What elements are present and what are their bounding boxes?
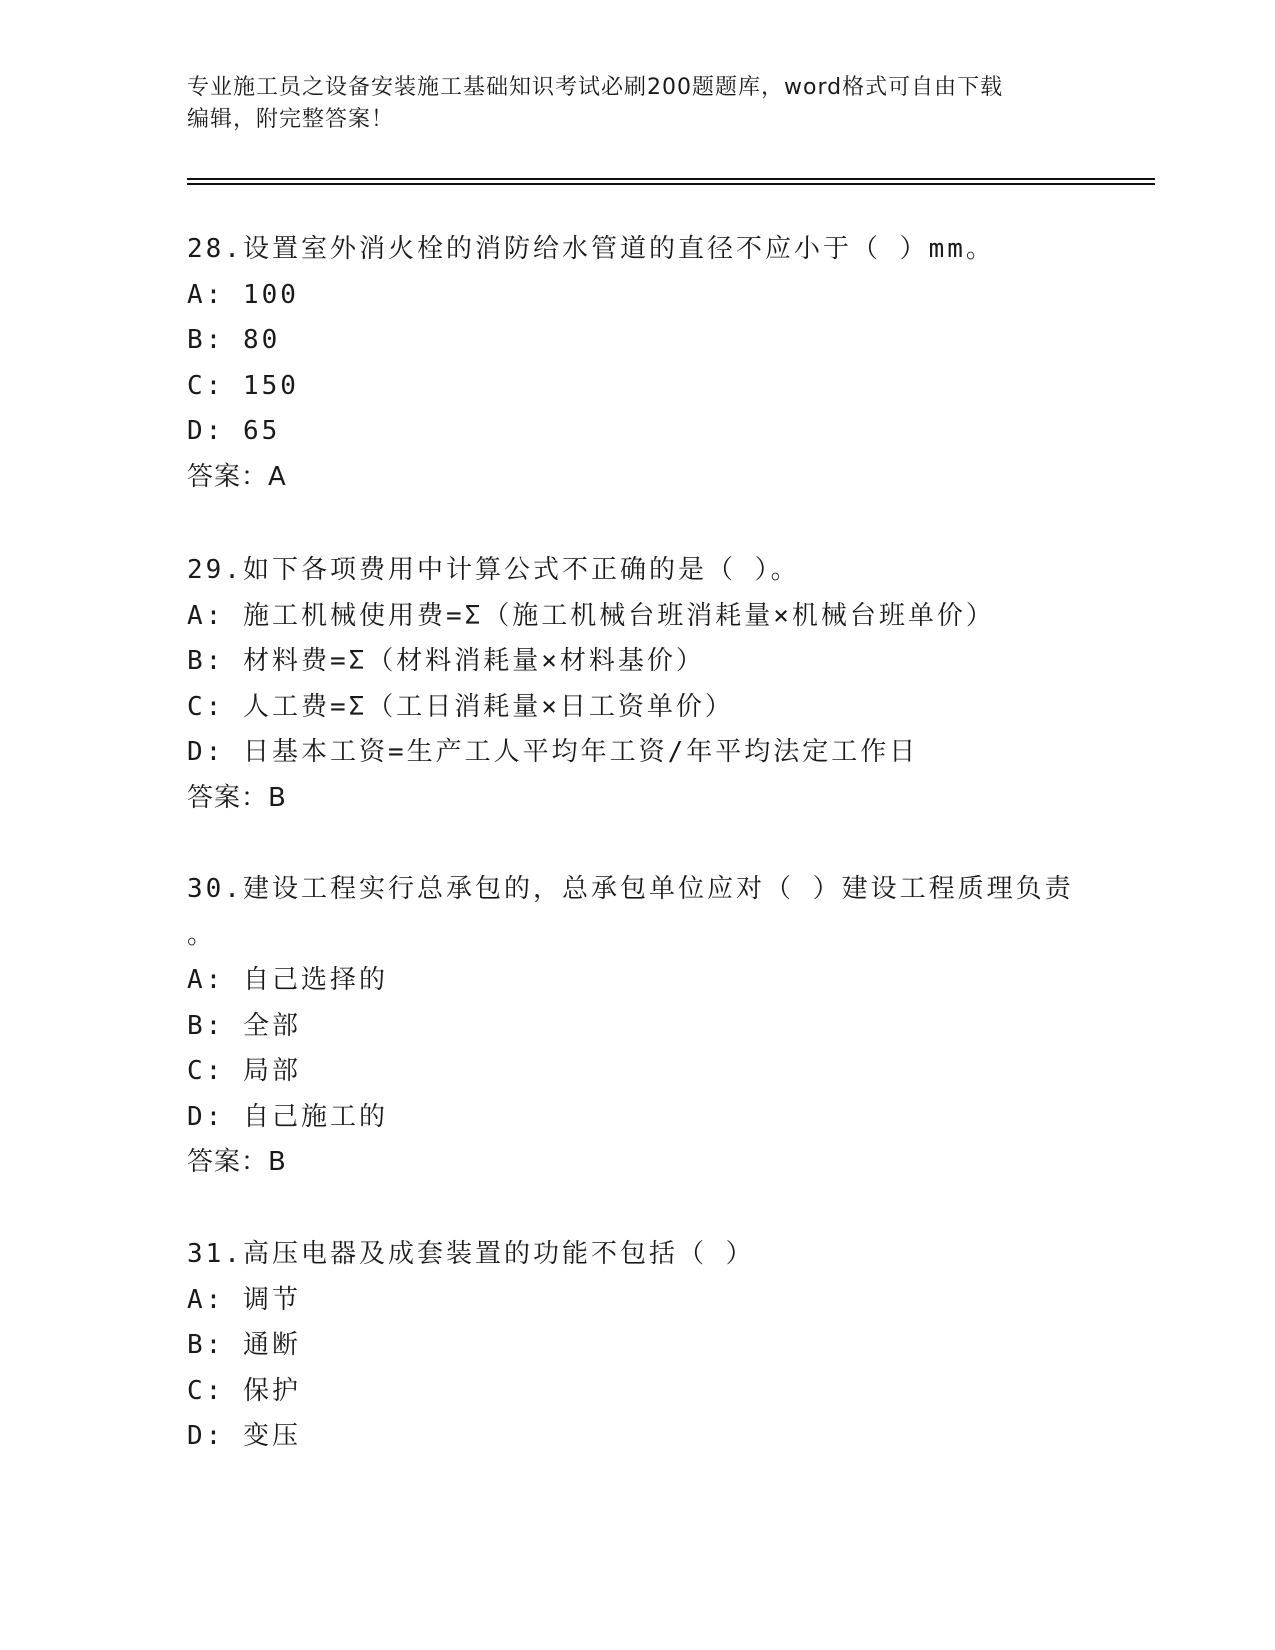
question-28	[187, 227, 1127, 500]
header-title-line-2: 编辑，附完整答案！	[187, 107, 395, 132]
option-d: D: 变压	[187, 1421, 301, 1451]
question-stem: 31.高压电器及成套装置的功能不包括（ ）	[187, 1239, 755, 1269]
option-a: A: 调节	[187, 1284, 301, 1315]
question-stem-continuation: 。	[187, 919, 217, 950]
option-a: A: 施工机械使用费=Σ（施工机械台班消耗量×机械台班单价）	[187, 600, 995, 631]
option-c: C: 人工费=Σ（工日消耗量×日工资单价）	[187, 691, 734, 722]
option-c: C: 保护	[187, 1375, 301, 1406]
question-30	[187, 867, 1127, 1186]
answer: 答案：B	[187, 782, 287, 813]
header-divider-top	[187, 178, 1155, 180]
answer: 答案：A	[187, 461, 287, 492]
option-d: D: 日基本工资=生产工人平均年工资/年平均法定工作日	[187, 737, 919, 767]
option-d: D: 65	[187, 416, 281, 446]
option-a: A: 100	[187, 279, 299, 310]
header-title-line-1: 专业施工员之设备安装施工基础知识考试必刷200题题库，word格式可自由下载	[187, 75, 1004, 100]
question-stem: 30.建设工程实行总承包的，总承包单位应对（ ）建设工程质理负责	[187, 874, 1074, 904]
option-b: B: 通断	[187, 1330, 301, 1360]
document-header	[187, 72, 1067, 136]
option-b: B: 材料费=Σ（材料消耗量×材料基价）	[187, 646, 705, 676]
option-a: A: 自己选择的	[187, 965, 388, 995]
option-b: B: 80	[187, 325, 281, 355]
answer: 答案：B	[187, 1147, 287, 1177]
header-divider-bottom	[187, 183, 1155, 185]
option-c: C: 150	[187, 370, 299, 401]
option-c: C: 局部	[187, 1056, 301, 1086]
option-d: D: 自己施工的	[187, 1101, 388, 1132]
question-31	[187, 1232, 1127, 1460]
question-stem: 28.设置室外消火栓的消防给水管道的直径不应小于（ ）mm。	[187, 234, 995, 264]
question-stem: 29.如下各项费用中计算公式不正确的是（ ）。	[187, 555, 800, 585]
question-29	[187, 548, 1127, 821]
option-b: B: 全部	[187, 1010, 301, 1041]
